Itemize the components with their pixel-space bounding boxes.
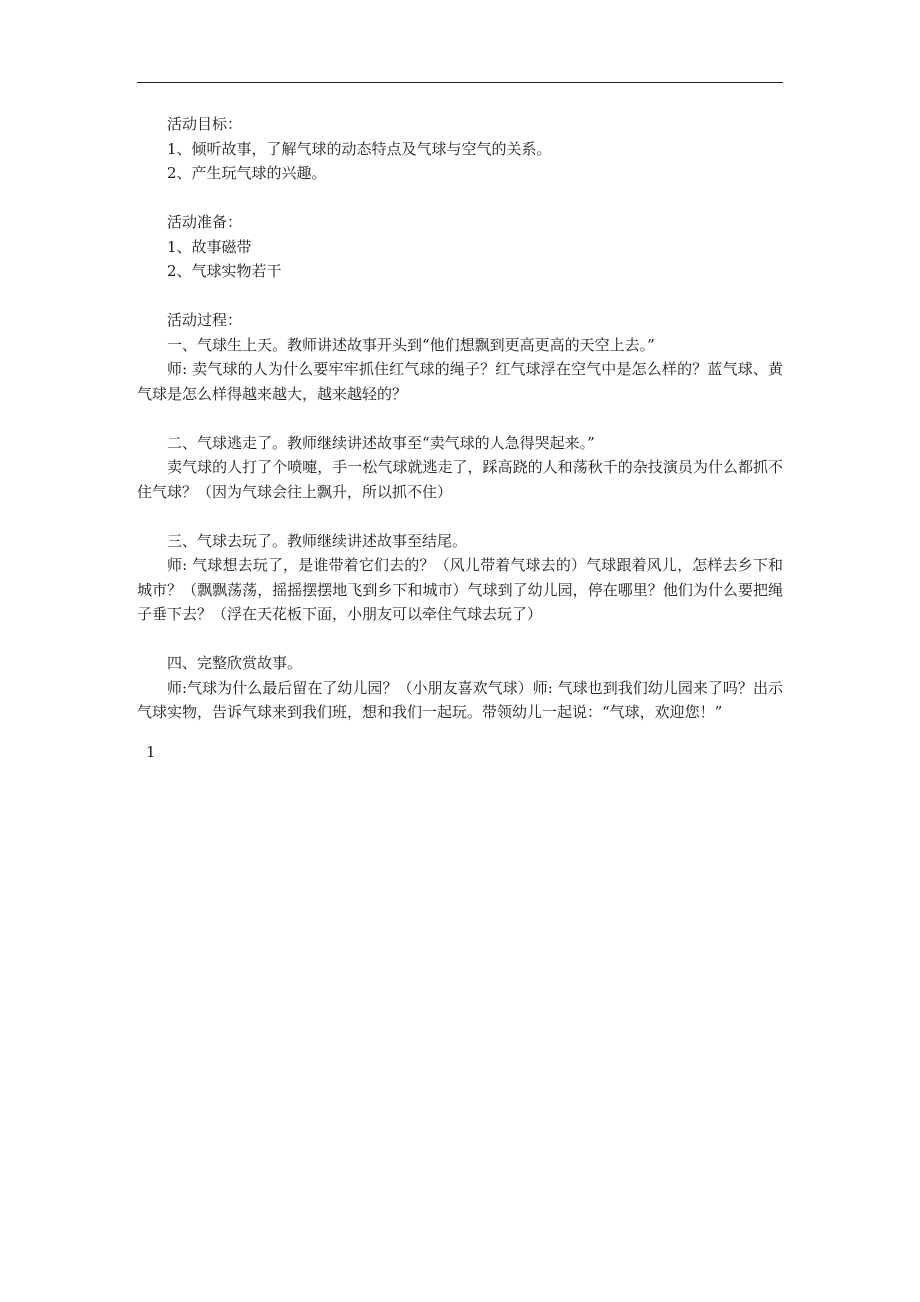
step3-title: 三、气球去玩了。教师继续讲述故事至结尾。 <box>167 531 468 550</box>
step2-text: 卖气球的人打了个喷嚏，手一松气球就逃走了，踩高跷的人和荡秋千的杂技演员为什么都抓不住气球？（因为气球会往上飘升，所以抓不住） <box>137 458 783 501</box>
page-number: 1 <box>146 743 156 761</box>
goal-item-2: 2、产生玩气球的兴趣。 <box>167 164 327 182</box>
document-body <box>137 112 783 725</box>
header-rule <box>137 82 783 83</box>
goal-item-1: 1、倾听故事，了解气球的动态特点及气球与空气的关系。 <box>167 139 552 158</box>
step4-text: 师:气球为什么最后留在了幼儿园？（小朋友喜欢气球）师: 气球也到我们幼儿园来了吗？出示气球实物，告诉气球来到我们班，想和我们一起玩。带领幼儿一起说：“气球，欢迎您！” <box>137 678 783 721</box>
preparation-item-2: 2、气球实物若干 <box>167 262 282 280</box>
goals-heading: 活动目标： <box>167 115 243 133</box>
process-heading: 活动过程： <box>167 311 243 329</box>
preparation-item-1: 1、故事磁带 <box>167 237 252 256</box>
step4-title: 四、完整欣赏故事。 <box>167 654 303 672</box>
step3-text: 师: 气球想去玩了，是谁带着它们去的？（风儿带着气球去的）气球跟着风儿，怎样去乡下和城市？（飘飘荡荡，摇摇摆摆地飞到乡下和城市）气球到了幼儿园，停在哪里？他们为什么要把绳子垂下去？（浮在天花板下面，小朋友可以牵住气球去玩了） <box>137 556 783 623</box>
step1-title: 一、气球生上天。教师讲述故事开头到“他们想飘到更高更高的天空上去。” <box>167 335 655 354</box>
preparation-heading: 活动准备： <box>167 213 243 231</box>
step2-title: 二、气球逃走了。教师继续讲述故事至“卖气球的人急得哭起来。” <box>167 433 595 452</box>
step1-text: 师: 卖气球的人为什么要牢牢抓住红气球的绳子？红气球浮在空气中是怎么样的？蓝气球、黄气球是怎么样得越来越大，越来越轻的？ <box>137 360 783 403</box>
